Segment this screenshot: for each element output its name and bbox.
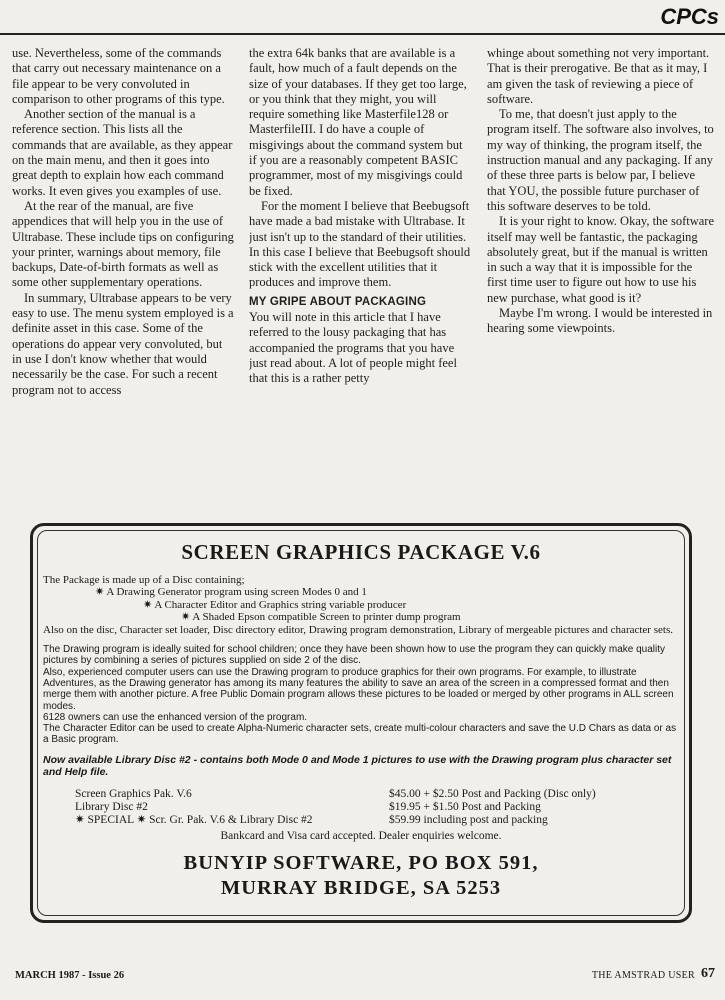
company-address-line-1: BUNYIP SOFTWARE, PO BOX 591, <box>183 852 539 875</box>
paragraph: the extra 64k banks that are available is a fault, how much of a fault depends on the size of your databases. If they get too large, or you think that they might, you will require something like Masterfile128 or MasterfileIII. I do have a couple of misgivings about the command system but if you are a reasonably competent BASIC programmer, most of my misgivings could be fixed. <box>249 46 467 198</box>
feature-item: ✷ A Character Editor and Graphics string variable producer <box>143 598 407 611</box>
magazine-name: THE AMSTRAD USER <box>591 970 695 981</box>
paragraph: In summary, Ultrabase appears to be very easy to use. The menu system employed is a definite asset in this case. Some of the operations do appear very convoluted, but in use I don't know whether that would necessarily be the case. For such a recent program not to access <box>12 290 234 397</box>
price-list <box>43 788 679 830</box>
paragraph: whinge about something not very important. That is their prerogative. Be that as it may, I am given the task of reviewing a piece of software. <box>487 46 710 106</box>
ad-detail: Also, experienced computer users can use the Drawing program to produce graphics for their own programs. For example, to illustrate Adventures, as the Drawing generator has among its many features the ability to save an area of the screen in a compressed format and then merge them with another picture. A free Public Domain program allows these pictures to be loaded or merged by other programs in ALL screen modes. <box>43 666 674 712</box>
article-column-1 <box>12 46 234 506</box>
issue-label: MARCH 1987 - Issue 26 <box>15 970 125 981</box>
article-column-2 <box>249 46 471 506</box>
ad-intro: The Package is made up of a Disc containing; <box>43 574 245 586</box>
ad-detail: The Drawing program is ideally suited for school children; once they have been shown how to use the program they can quickly make quality pictures by combining a series of pictures supplied on side 2 of the disc. <box>43 644 665 667</box>
section-tag: CPCs <box>660 4 719 29</box>
feature-item: ✷ A Drawing Generator program using screen Modes 0 and 1 <box>95 586 367 599</box>
product-name: ✷ SPECIAL ✷ Scr. Gr. Pak. V.6 & Library Disc #2 <box>75 813 313 826</box>
section-heading: MY GRIPE ABOUT PACKAGING <box>249 295 427 308</box>
library-note: Now available Library Disc #2 - contains both Mode 0 and Mode 1 pictures to use with the Drawing program plus character set and Help file. <box>43 753 672 778</box>
product-name: Screen Graphics Pak. V.6 <box>75 787 192 800</box>
ad-detail: 6128 owners can use the enhanced version of the program. <box>43 711 308 723</box>
paragraph: Another section of the manual is a reference section. This lists all the commands that are available, as they appear on the main menu, and then it goes into great depth to explain how each command works. It even gives you examples of use. <box>12 107 233 198</box>
paragraph: For the moment I believe that Beebugsoft have made a bad mistake with Ultrabase. It just isn't up to the standard of their utilities. In this case I believe that Beebugsoft should stick with the excellent utilities that it produces and improve them. <box>249 198 471 290</box>
product-price: $59.99 including post and packing <box>389 813 548 826</box>
paragraph: It is your right to know. Okay, the software itself may well be fantastic, the packaging absolutely great, but if the manual is written in such a way that it is impossible for the first time user to figure out how to use his new purchase, what good is it? <box>487 214 715 305</box>
page-number: 67 <box>701 966 715 981</box>
product-name: Library Disc #2 <box>75 800 148 813</box>
advertisement-box <box>30 523 692 923</box>
paragraph: Maybe I'm wrong. I would be interested in hearing some viewpoints. <box>487 306 713 336</box>
product-price: $19.95 + $1.50 Post and Packing <box>389 800 541 813</box>
product-price: $45.00 + $2.50 Post and Packing (Disc only) <box>389 787 596 800</box>
header-rule <box>0 33 725 35</box>
ad-also: Also on the disc, Character set loader, Disc directory editor, Drawing program demonstration, Library of mergeable pictures and character sets. <box>43 623 673 636</box>
ad-title: SCREEN GRAPHICS PACKAGE V.6 <box>181 540 541 564</box>
paragraph: use. Nevertheless, some of the commands that carry out necessary maintenance on a file appear to be very convoluted in comparison to other programs of this type. <box>12 46 225 106</box>
feature-item: ✷ A Shaded Epson compatible Screen to printer dump program <box>181 611 461 624</box>
article-column-3 <box>487 46 715 506</box>
ad-detail: The Character Editor can be used to create Alpha-Numeric character sets, create multi-colour characters and save the U.D Chars as data or as a Basic program. <box>43 723 677 746</box>
paragraph: To me, that doesn't just apply to the program itself. The software also involves, to my way of thinking, the program itself, the instruction manual and any packaging. If any of these three parts is below par, I believe that YOU, the possible future purchaser of this software deserves to be told. <box>487 107 714 213</box>
paragraph: At the rear of the manual, are five appendices that will help you in the use of Ultrabase. These include tips on configuring your printer, warnings about memory, file backups, Date-of-birth formats as well as some other supplementary operations. <box>12 198 234 290</box>
company-address-line-2: MURRAY BRIDGE, SA 5253 <box>220 877 502 900</box>
bankcard-note: Bankcard and Visa card accepted. Dealer enquiries welcome. <box>220 829 502 842</box>
paragraph: You will note in this article that I have referred to the lousy packaging that has accompanied the programs that you have just read about. A lot of people might feel that this is a rather petty <box>249 310 457 386</box>
